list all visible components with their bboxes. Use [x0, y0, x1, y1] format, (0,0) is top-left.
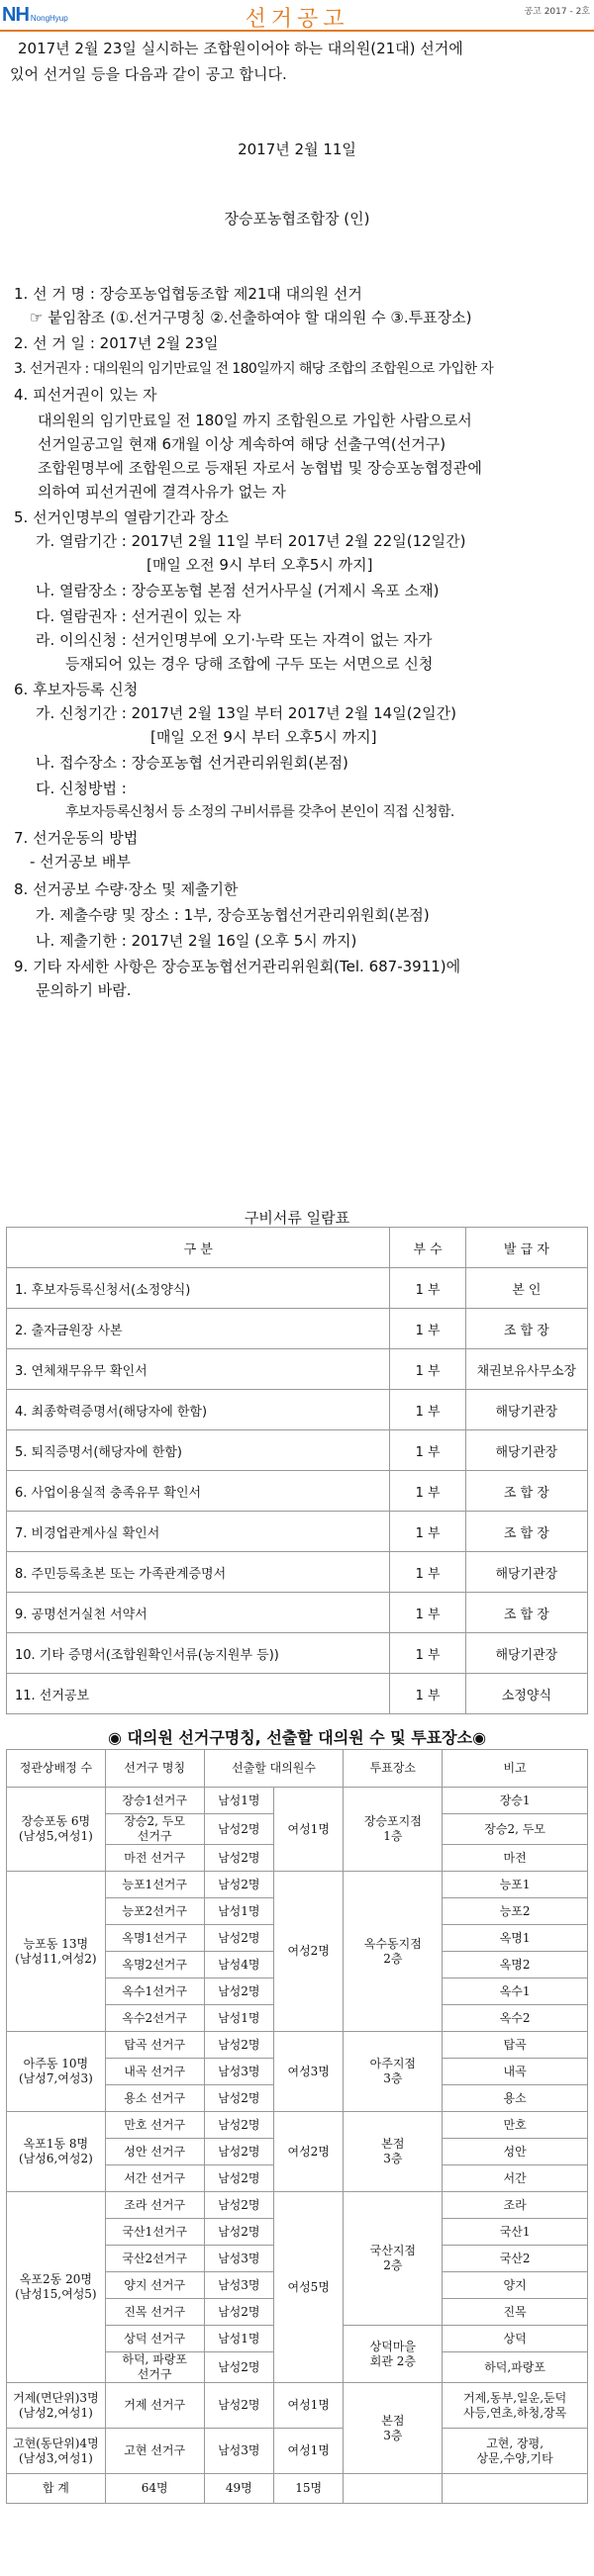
table-row	[7, 1593, 588, 1633]
district-table-title: ◉ 대의원 선거구명칭, 선출할 대의원 수 및 투표장소◉	[107, 1728, 487, 1747]
district-name: 장승2, 두모 선거구	[105, 1814, 204, 1845]
note: 만호	[443, 2112, 588, 2139]
table-header-row	[7, 1228, 588, 1268]
district-name: 옥수1선거구	[105, 1978, 204, 2005]
district-name: 국산1선거구	[105, 2219, 204, 2246]
notice-item: 선거일공고일 현재 6개월 이상 계속하여 해당 선출구역(선거구)	[38, 435, 446, 453]
doc-issuer: 해당기관장	[465, 1390, 587, 1430]
table-row	[7, 1633, 588, 1674]
male-count: 남성2명	[204, 2219, 273, 2246]
note: 옥명1	[443, 1925, 588, 1952]
column-header: 비고	[443, 1750, 588, 1788]
female-count: 여성1명	[274, 2429, 344, 2474]
note: 옥수1	[443, 1978, 588, 2005]
note: 옥수2	[443, 2005, 588, 2032]
table-row	[7, 2429, 588, 2474]
male-count: 남성3명	[204, 2429, 273, 2474]
polling-place: 국산지점 2층	[344, 2192, 443, 2326]
notice-item: 대의원의 임기만료일 전 180일 까지 조합원으로 가입한 사람으로서	[38, 412, 472, 429]
female-count: 여성2명	[274, 1872, 344, 2032]
district-name: 고현 선거구	[105, 2429, 204, 2474]
male-count: 남성4명	[204, 1952, 273, 1978]
doc-issuer: 해당기관장	[465, 1633, 587, 1674]
total-male: 49명	[204, 2474, 273, 2504]
note: 내곡	[443, 2059, 588, 2085]
table-row	[7, 1390, 588, 1430]
notice-item: 나. 접수장소 : 장승포농협 선거관리위원회(본점)	[36, 754, 348, 772]
polling-place: 상덕마을 회관 2층	[344, 2326, 443, 2383]
notice-item: ☞ 붙임참조 (①.선거구명칭 ②.선출하여야 할 대의원 수 ③.투표장소)	[30, 309, 472, 326]
table-row	[7, 1512, 588, 1552]
note: 진목	[443, 2299, 588, 2326]
doc-count: 1 부	[390, 1471, 465, 1512]
district-table	[6, 1749, 588, 2504]
district-name: 거제 선거구	[105, 2383, 204, 2429]
table-row	[7, 2112, 588, 2139]
female-count: 여성5명	[274, 2192, 344, 2383]
doc-name: 11. 선거공보	[7, 1674, 390, 1714]
male-count: 남성1명	[204, 2326, 273, 2352]
polling-place: 본점 3층	[344, 2383, 443, 2474]
male-count: 남성1명	[204, 2005, 273, 2032]
notice-item: [매일 오전 9시 부터 오후5시 까지]	[147, 556, 373, 574]
district-name: 장승1선거구	[105, 1788, 204, 1814]
notice-item: 등재되어 있는 경우 당해 조합에 구두 또는 서면으로 신청	[65, 655, 434, 673]
notice-item: 다. 신청방법 :	[36, 780, 127, 797]
column-header: 구 분	[7, 1228, 390, 1268]
note: 장승1	[443, 1788, 588, 1814]
table-row	[7, 1872, 588, 1898]
district-quota: 장승포동 6명 (남성5,여성1)	[7, 1788, 106, 1872]
district-name: 옥명1선거구	[105, 1925, 204, 1952]
note: 고현, 장평, 상문,수양,기타	[443, 2429, 588, 2474]
doc-issuer: 조 합 장	[465, 1512, 587, 1552]
notice-item: 다. 열람권자 : 선거권이 있는 자	[36, 607, 242, 625]
notice-item: 나. 열람장소 : 장승포농협 본점 선거사무실 (거제시 옥포 소재)	[36, 582, 440, 599]
female-count: 여성2명	[274, 2112, 344, 2192]
notice-item: 9. 기타 자세한 사항은 장승포농협선거관리위원회(Tel. 687-3911)에	[14, 958, 461, 975]
district-name: 옥수2선거구	[105, 2005, 204, 2032]
notice-item: 라. 이의신청 : 선거인명부에 오기·누락 또는 자격이 없는 자가	[36, 631, 433, 649]
district-name: 성안 선거구	[105, 2139, 204, 2165]
doc-count: 1 부	[390, 1268, 465, 1309]
doc-name: 4. 최종학력증명서(해당자에 한함)	[7, 1390, 390, 1430]
table-row	[7, 2032, 588, 2059]
intro-line-1: 2017년 2월 23일 실시하는 조합원이어야 하는 대의원(21대) 선거에	[18, 40, 463, 57]
notice-item: 4. 피선거권이 있는 자	[14, 386, 157, 404]
note: 국산1	[443, 2219, 588, 2246]
notice-item: 가. 열람기간 : 2017년 2월 11일 부터 2017년 2월 22일(12일간)	[36, 532, 466, 550]
doc-issuer: 소정양식	[465, 1674, 587, 1714]
table-row	[7, 2192, 588, 2219]
notice-item: 조합원명부에 조합원으로 등재된 자로서 농협법 및 장승포농협정관에	[38, 459, 482, 477]
doc-count: 1 부	[390, 1309, 465, 1349]
doc-count: 1 부	[390, 1633, 465, 1674]
district-name: 능포1선거구	[105, 1872, 204, 1898]
notice-item: - 선거공보 배부	[30, 853, 131, 871]
note: 상덕	[443, 2326, 588, 2352]
note: 장승2, 두모	[443, 1814, 588, 1845]
doc-issuer: 본 인	[465, 1268, 587, 1309]
male-count: 남성2명	[204, 2085, 273, 2112]
male-count: 남성3명	[204, 2059, 273, 2085]
doc-name: 10. 기타 증명서(조합원확인서류(농지원부 등))	[7, 1633, 390, 1674]
male-count: 남성2명	[204, 1845, 273, 1872]
doc-name: 2. 출자금원장 사본	[7, 1309, 390, 1349]
doc-count: 1 부	[390, 1674, 465, 1714]
notice-number: 공고 2017 - 2호	[524, 7, 590, 17]
male-count: 남성2명	[204, 2165, 273, 2192]
district-name: 하덕, 파랑포 선거구	[105, 2352, 204, 2383]
female-count: 여성1명	[274, 1788, 344, 1872]
district-name: 진목 선거구	[105, 2299, 204, 2326]
notice-item: 의하여 피선거권에 결격사유가 없는 자	[38, 483, 286, 501]
notice-item: 문의하기 바람.	[36, 981, 132, 999]
female-count: 여성1명	[274, 2383, 344, 2429]
table-row	[7, 1552, 588, 1593]
notice-item: 2. 선 거 일 : 2017년 2월 23일	[14, 334, 219, 352]
district-quota: 거제(면단위)3명 (남성2,여성1)	[7, 2383, 106, 2429]
district-quota: 아주동 10명 (남성7,여성3)	[7, 2032, 106, 2112]
polling-place: 장승포지점 1층	[344, 1788, 443, 1872]
polling-place: 아주지점 3층	[344, 2032, 443, 2112]
column-header: 투표장소	[344, 1750, 443, 1788]
district-name: 능포2선거구	[105, 1898, 204, 1925]
note: 용소	[443, 2085, 588, 2112]
logo-text: NH	[2, 4, 29, 26]
signer: 장승포농협조합장 (인)	[224, 210, 370, 228]
district-quota: 옥포2동 20명 (남성15,여성5)	[7, 2192, 106, 2383]
note: 능포1	[443, 1872, 588, 1898]
column-header: 부 수	[390, 1228, 465, 1268]
empty-cell	[443, 2474, 588, 2504]
notice-item: 1. 선 거 명 : 장승포농업협동조합 제21대 대의원 선거	[14, 285, 362, 303]
doc-issuer: 조 합 장	[465, 1309, 587, 1349]
doc-name: 5. 퇴직증명서(해당자에 한함)	[7, 1430, 390, 1471]
notice-item: 후보자등록신청서 등 소정의 구비서류를 갖추어 본인이 직접 신청함.	[65, 804, 454, 820]
district-quota: 고현(동단위)4명 (남성3,여성1)	[7, 2429, 106, 2474]
notice-item: 8. 선거공보 수량·장소 및 제출기한	[14, 880, 239, 898]
district-name: 서간 선거구	[105, 2165, 204, 2192]
table-row	[7, 1471, 588, 1512]
male-count: 남성2명	[204, 2032, 273, 2059]
column-header: 발 급 자	[465, 1228, 587, 1268]
male-count: 남성3명	[204, 2272, 273, 2299]
total-label: 합 계	[7, 2474, 106, 2504]
female-count: 여성3명	[274, 2032, 344, 2112]
note: 옥명2	[443, 1952, 588, 1978]
note: 탑곡	[443, 2032, 588, 2059]
male-count: 남성2명	[204, 1872, 273, 1898]
polling-place: 옥수동지점 2층	[344, 1872, 443, 2032]
note: 거제,동부,일운,둔덕 사등,연초,하청,장목	[443, 2383, 588, 2429]
doc-name: 1. 후보자등록신청서(소정양식)	[7, 1268, 390, 1309]
doc-name: 9. 공명선거실천 서약서	[7, 1593, 390, 1633]
table-row	[7, 1268, 588, 1309]
notice-item: 가. 제출수량 및 장소 : 1부, 장승포농협선거관리위원회(본점)	[36, 906, 430, 924]
district-name: 국산2선거구	[105, 2246, 204, 2272]
note: 서간	[443, 2165, 588, 2192]
table-row	[7, 1674, 588, 1714]
male-count: 남성2명	[204, 2383, 273, 2429]
table-row	[7, 1430, 588, 1471]
note: 능포2	[443, 1898, 588, 1925]
note: 양지	[443, 2272, 588, 2299]
district-name: 마전 선거구	[105, 1845, 204, 1872]
column-header: 선거구 명칭	[105, 1750, 204, 1788]
page-header	[0, 0, 594, 32]
male-count: 남성2명	[204, 1814, 273, 1845]
docs-table-title: 구비서류 일람표	[244, 1209, 350, 1227]
total-row	[7, 2474, 588, 2504]
notice-item: 가. 신청기간 : 2017년 2월 13일 부터 2017년 2월 14일(2일간)	[36, 704, 456, 722]
district-name: 상덕 선거구	[105, 2326, 204, 2352]
doc-issuer: 해당기관장	[465, 1430, 587, 1471]
district-name: 만호 선거구	[105, 2112, 204, 2139]
page-title: 선거공고	[245, 7, 349, 32]
table-row	[7, 1309, 588, 1349]
note: 조라	[443, 2192, 588, 2219]
polling-place: 본점 3층	[344, 2112, 443, 2192]
note: 성안	[443, 2139, 588, 2165]
district-quota: 옥포1동 8명 (남성6,여성2)	[7, 2112, 106, 2192]
logo-subtext: NongHyup	[30, 14, 68, 23]
notice-item: 5. 선거인명부의 열람기간과 장소	[14, 508, 229, 526]
notice-item: 3. 선거권자 : 대의원의 임기만료일 전 180일까지 해당 조합의 조합원으로 가입한 자	[14, 361, 494, 377]
intro-line-2: 있어 선거일 등을 다음과 같이 공고 합니다.	[10, 65, 287, 83]
table-row	[7, 1349, 588, 1390]
male-count: 남성2명	[204, 2192, 273, 2219]
table-row	[7, 1788, 588, 1814]
district-name: 조라 선거구	[105, 2192, 204, 2219]
empty-cell	[344, 2474, 443, 2504]
district-name: 옥명2선거구	[105, 1952, 204, 1978]
male-count: 남성1명	[204, 1788, 273, 1814]
male-count: 남성2명	[204, 2139, 273, 2165]
total-quota: 64명	[105, 2474, 204, 2504]
doc-issuer: 해당기관장	[465, 1552, 587, 1593]
doc-name: 3. 연체채무유무 확인서	[7, 1349, 390, 1390]
docs-table	[6, 1227, 588, 1714]
doc-count: 1 부	[390, 1390, 465, 1430]
doc-count: 1 부	[390, 1552, 465, 1593]
district-name: 용소 선거구	[105, 2085, 204, 2112]
doc-name: 7. 비경업관계사실 확인서	[7, 1512, 390, 1552]
district-name: 내곡 선거구	[105, 2059, 204, 2085]
doc-count: 1 부	[390, 1430, 465, 1471]
district-name: 탑곡 선거구	[105, 2032, 204, 2059]
notice-item: [매일 오전 9시 부터 오후5시 까지]	[150, 728, 377, 746]
doc-count: 1 부	[390, 1512, 465, 1552]
total-female: 15명	[274, 2474, 344, 2504]
doc-name: 8. 주민등록초본 또는 가족관계증명서	[7, 1552, 390, 1593]
doc-count: 1 부	[390, 1593, 465, 1633]
notice-item: 6. 후보자등록 신청	[14, 681, 139, 698]
table-row	[7, 2383, 588, 2429]
male-count: 남성2명	[204, 2112, 273, 2139]
notice-item: 7. 선거운동의 방법	[14, 829, 139, 847]
male-count: 남성2명	[204, 1978, 273, 2005]
note: 하덕,파랑포	[443, 2352, 588, 2383]
notice-item: 나. 제출기한 : 2017년 2월 16일 (오후 5시 까지)	[36, 932, 357, 950]
male-count: 남성1명	[204, 1898, 273, 1925]
male-count: 남성3명	[204, 2246, 273, 2272]
column-header: 정관상배정 수	[7, 1750, 106, 1788]
table-header-row	[7, 1750, 588, 1788]
column-header: 선출할 대의원수	[204, 1750, 344, 1788]
doc-issuer: 조 합 장	[465, 1471, 587, 1512]
male-count: 남성2명	[204, 2299, 273, 2326]
district-name: 양지 선거구	[105, 2272, 204, 2299]
doc-issuer: 채권보유사무소장	[465, 1349, 587, 1390]
note: 국산2	[443, 2246, 588, 2272]
male-count: 남성2명	[204, 1925, 273, 1952]
district-quota: 능포동 13명 (남성11,여성2)	[7, 1872, 106, 2032]
note: 마전	[443, 1845, 588, 1872]
male-count: 남성2명	[204, 2352, 273, 2383]
doc-issuer: 조 합 장	[465, 1593, 587, 1633]
doc-count: 1 부	[390, 1349, 465, 1390]
doc-name: 6. 사업이용실적 충족유무 확인서	[7, 1471, 390, 1512]
notice-date: 2017년 2월 11일	[238, 140, 356, 158]
